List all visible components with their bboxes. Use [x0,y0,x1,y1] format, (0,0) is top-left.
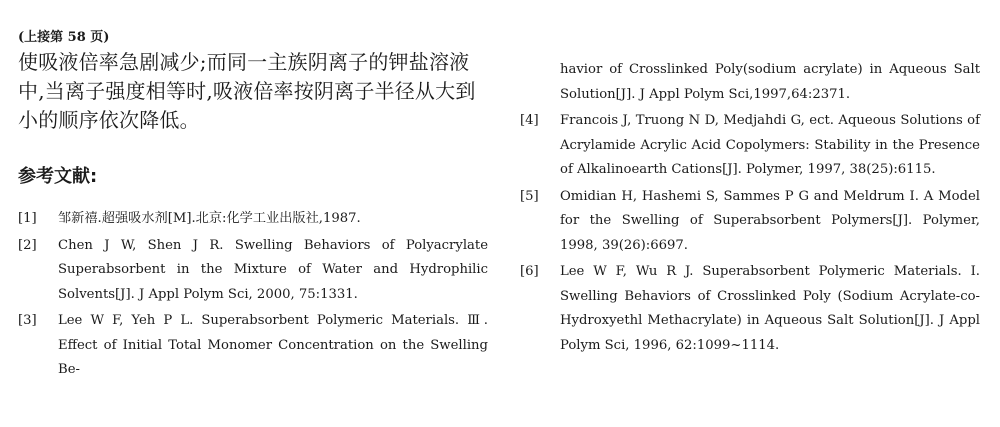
reference-continuation: havior of Crosslinked Poly(sodium acrylate) in Aqueous Salt Solution[J]. J Appl Polym Sci,1997,64:2371. [560,62,980,102]
reference-item [520,260,980,358]
reference-number: [2] [18,237,37,253]
reference-text: 邹新禧.超强吸水剂[M].北京:化学工业出版社,1987. [58,211,361,226]
reference-item [520,109,980,183]
reference-item [18,234,488,308]
right-column [520,58,980,360]
reference-text: Lee W F, Wu R J. Superabsorbent Polymeric Materials. I. Swelling Behaviors of Crosslinked Poly (Sodium Acrylate-co-Hydroxyethl Methacrylate) in Aqueous Salt Solution[J]. J Appl Polym Sci, 1996, 62:1099~1114. [560,264,980,353]
reference-number: [5] [520,188,539,204]
left-column [18,30,488,385]
references-heading: 参考文献: [18,166,98,187]
reference-list-left [18,207,488,383]
reference-text: Francois J, Truong N D, Medjahdi G, ect. Aqueous Solutions of Acrylamide Acrylic Acid Copolymers: Stability in the Presence of Alkalinoearth Cations[J]. Polymer, 1997, 38(25):6115. [560,113,980,177]
body-paragraph: 使吸液倍率急剧减少;而同一主族阴离子的钾盐溶液中,当离子强度相等时,吸液倍率按阴离子半径从大到小的顺序依次降低。 [18,50,476,132]
reference-number: [1] [18,211,37,226]
reference-number: [3] [18,313,37,328]
reference-list-right [520,109,980,358]
reference-item [18,207,488,232]
reference-number: [6] [520,264,539,279]
reference-text: Chen J W, Shen J R. Swelling Behaviors of Polyacrylate Superabsorbent in the Mixture of Water and Hydrophilic Solvents[J]. J Appl Polym Sci, 2000, 75:1331. [58,237,488,302]
reference-item [18,309,488,383]
reference-item [520,185,980,259]
continued-from-note: (上接第 58 页) [18,30,110,45]
reference-text: Omidian H, Hashemi S, Sammes P G and Meldrum I. A Model for the Swelling of Superabsorbent Polymers[J]. Polymer, 1998, 39(26):6697. [560,188,980,253]
reference-text: Lee W F, Yeh P L. Superabsorbent Polymeric Materials. Ⅲ. Effect of Initial Total Monomer Concentration on the Swelling Be- [58,313,488,377]
reference-number: [4] [520,113,539,128]
